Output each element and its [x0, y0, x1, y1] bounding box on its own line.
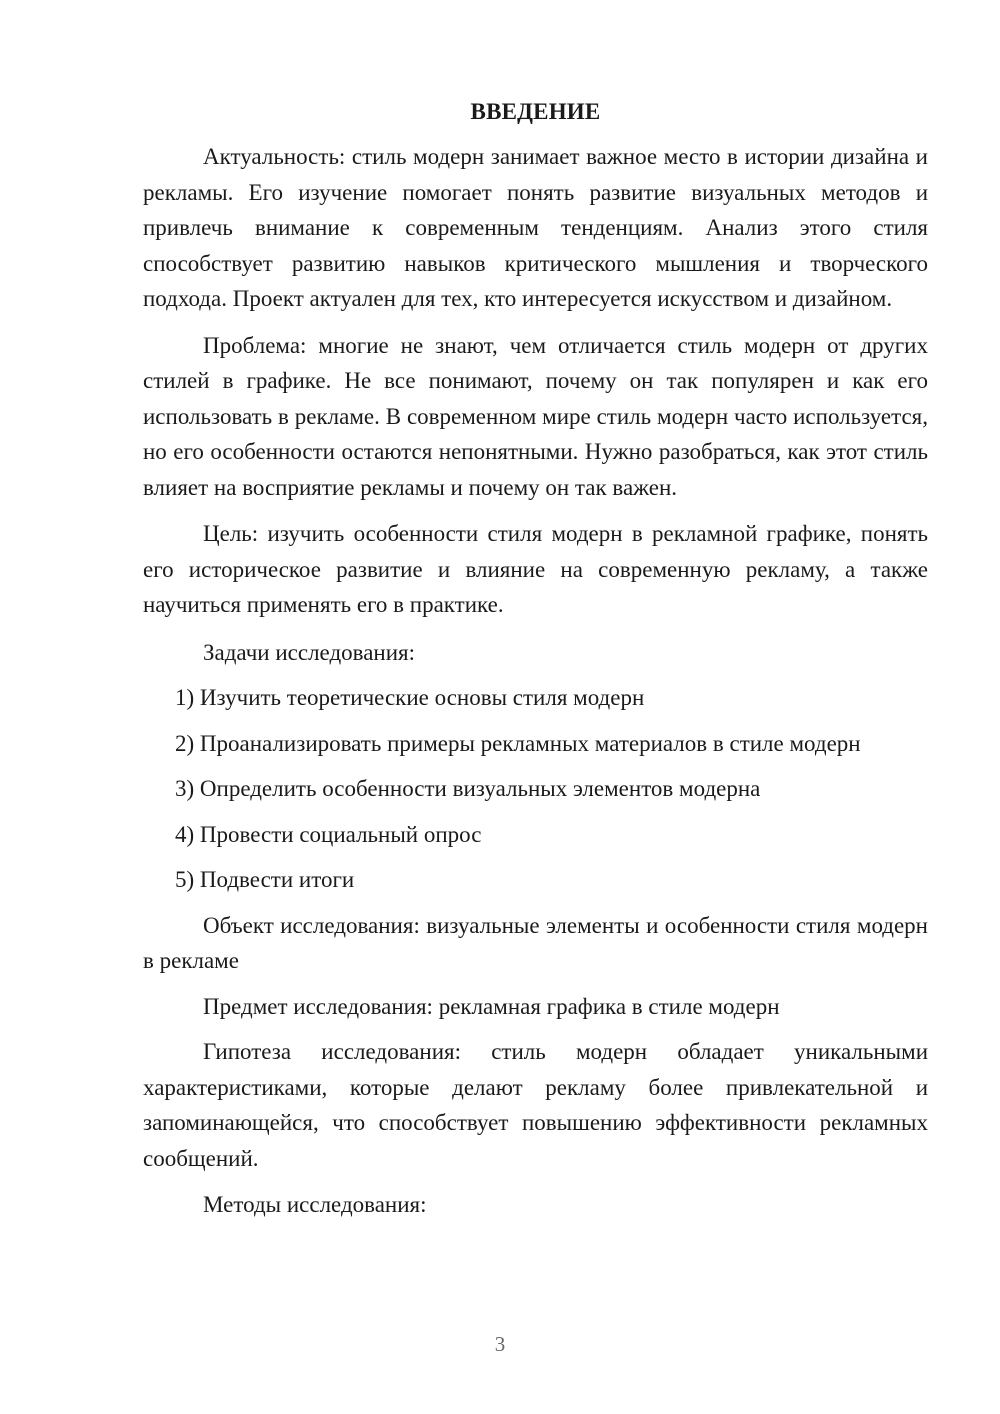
section-title: ВВЕДЕНИЕ	[470, 99, 601, 124]
document-page	[143, 95, 928, 1223]
list-item: 5) Подвести итоги	[175, 867, 355, 892]
list-item: 1) Изучить теоретические основы стиля модерн	[175, 685, 645, 710]
paragraph-methods: Методы исследования:	[203, 1192, 427, 1217]
list-item: 3) Определить особенности визуальных элементов модерна	[175, 776, 761, 801]
paragraph-goal: Цель: изучить особенности стиля модерн в рекламной графике, понять его историческое развитие и влияние на современную рекламу, а также научиться применять его в практике.	[143, 521, 928, 617]
list-item: 2) Проанализировать примеры рекламных материалов в стиле модерн	[175, 730, 861, 756]
paragraph-hypothesis: Гипотеза исследования: стиль модерн обладает уникальными характеристиками, которые делают рекламу более привлекательной и запоминающейся, что способствует повышению эффективности рекламных сообщений.	[143, 1039, 928, 1171]
paragraph-problem: Проблема: многие не знают, чем отличается стиль модерн от других стилей в графике. Не все понимают, почему он так популярен и как его использовать в рекламе. В современном мире стиль модерн часто используется, но его особенности остаются непонятными. Нужно разобраться, как этот стиль влияет на восприятие рекламы и почему он так важен.	[143, 332, 928, 500]
tasks-list	[143, 680, 928, 898]
page-number: 3	[494, 1332, 506, 1356]
paragraph-subject: Предмет исследования: рекламная графика в стиле модерн	[203, 993, 780, 1019]
list-item: 4) Провести социальный опрос	[175, 821, 482, 847]
paragraph-object: Объект исследования: визуальные элементы и особенности стиля модерн в рекламе	[143, 912, 928, 973]
tasks-heading: Задачи исследования:	[203, 639, 416, 665]
paragraph-relevance: Актуальность: стиль модерн занимает важное место в истории дизайна и рекламы. Его изучение помогает понять развитие визуальных методов и привлечь внимание к современным тенденциям. Анализ этого стиля способствует развитию навыков критического мышления и творческого подхода. Проект актуален для тех, кто интересуется искусством и дизайном.	[143, 144, 928, 311]
